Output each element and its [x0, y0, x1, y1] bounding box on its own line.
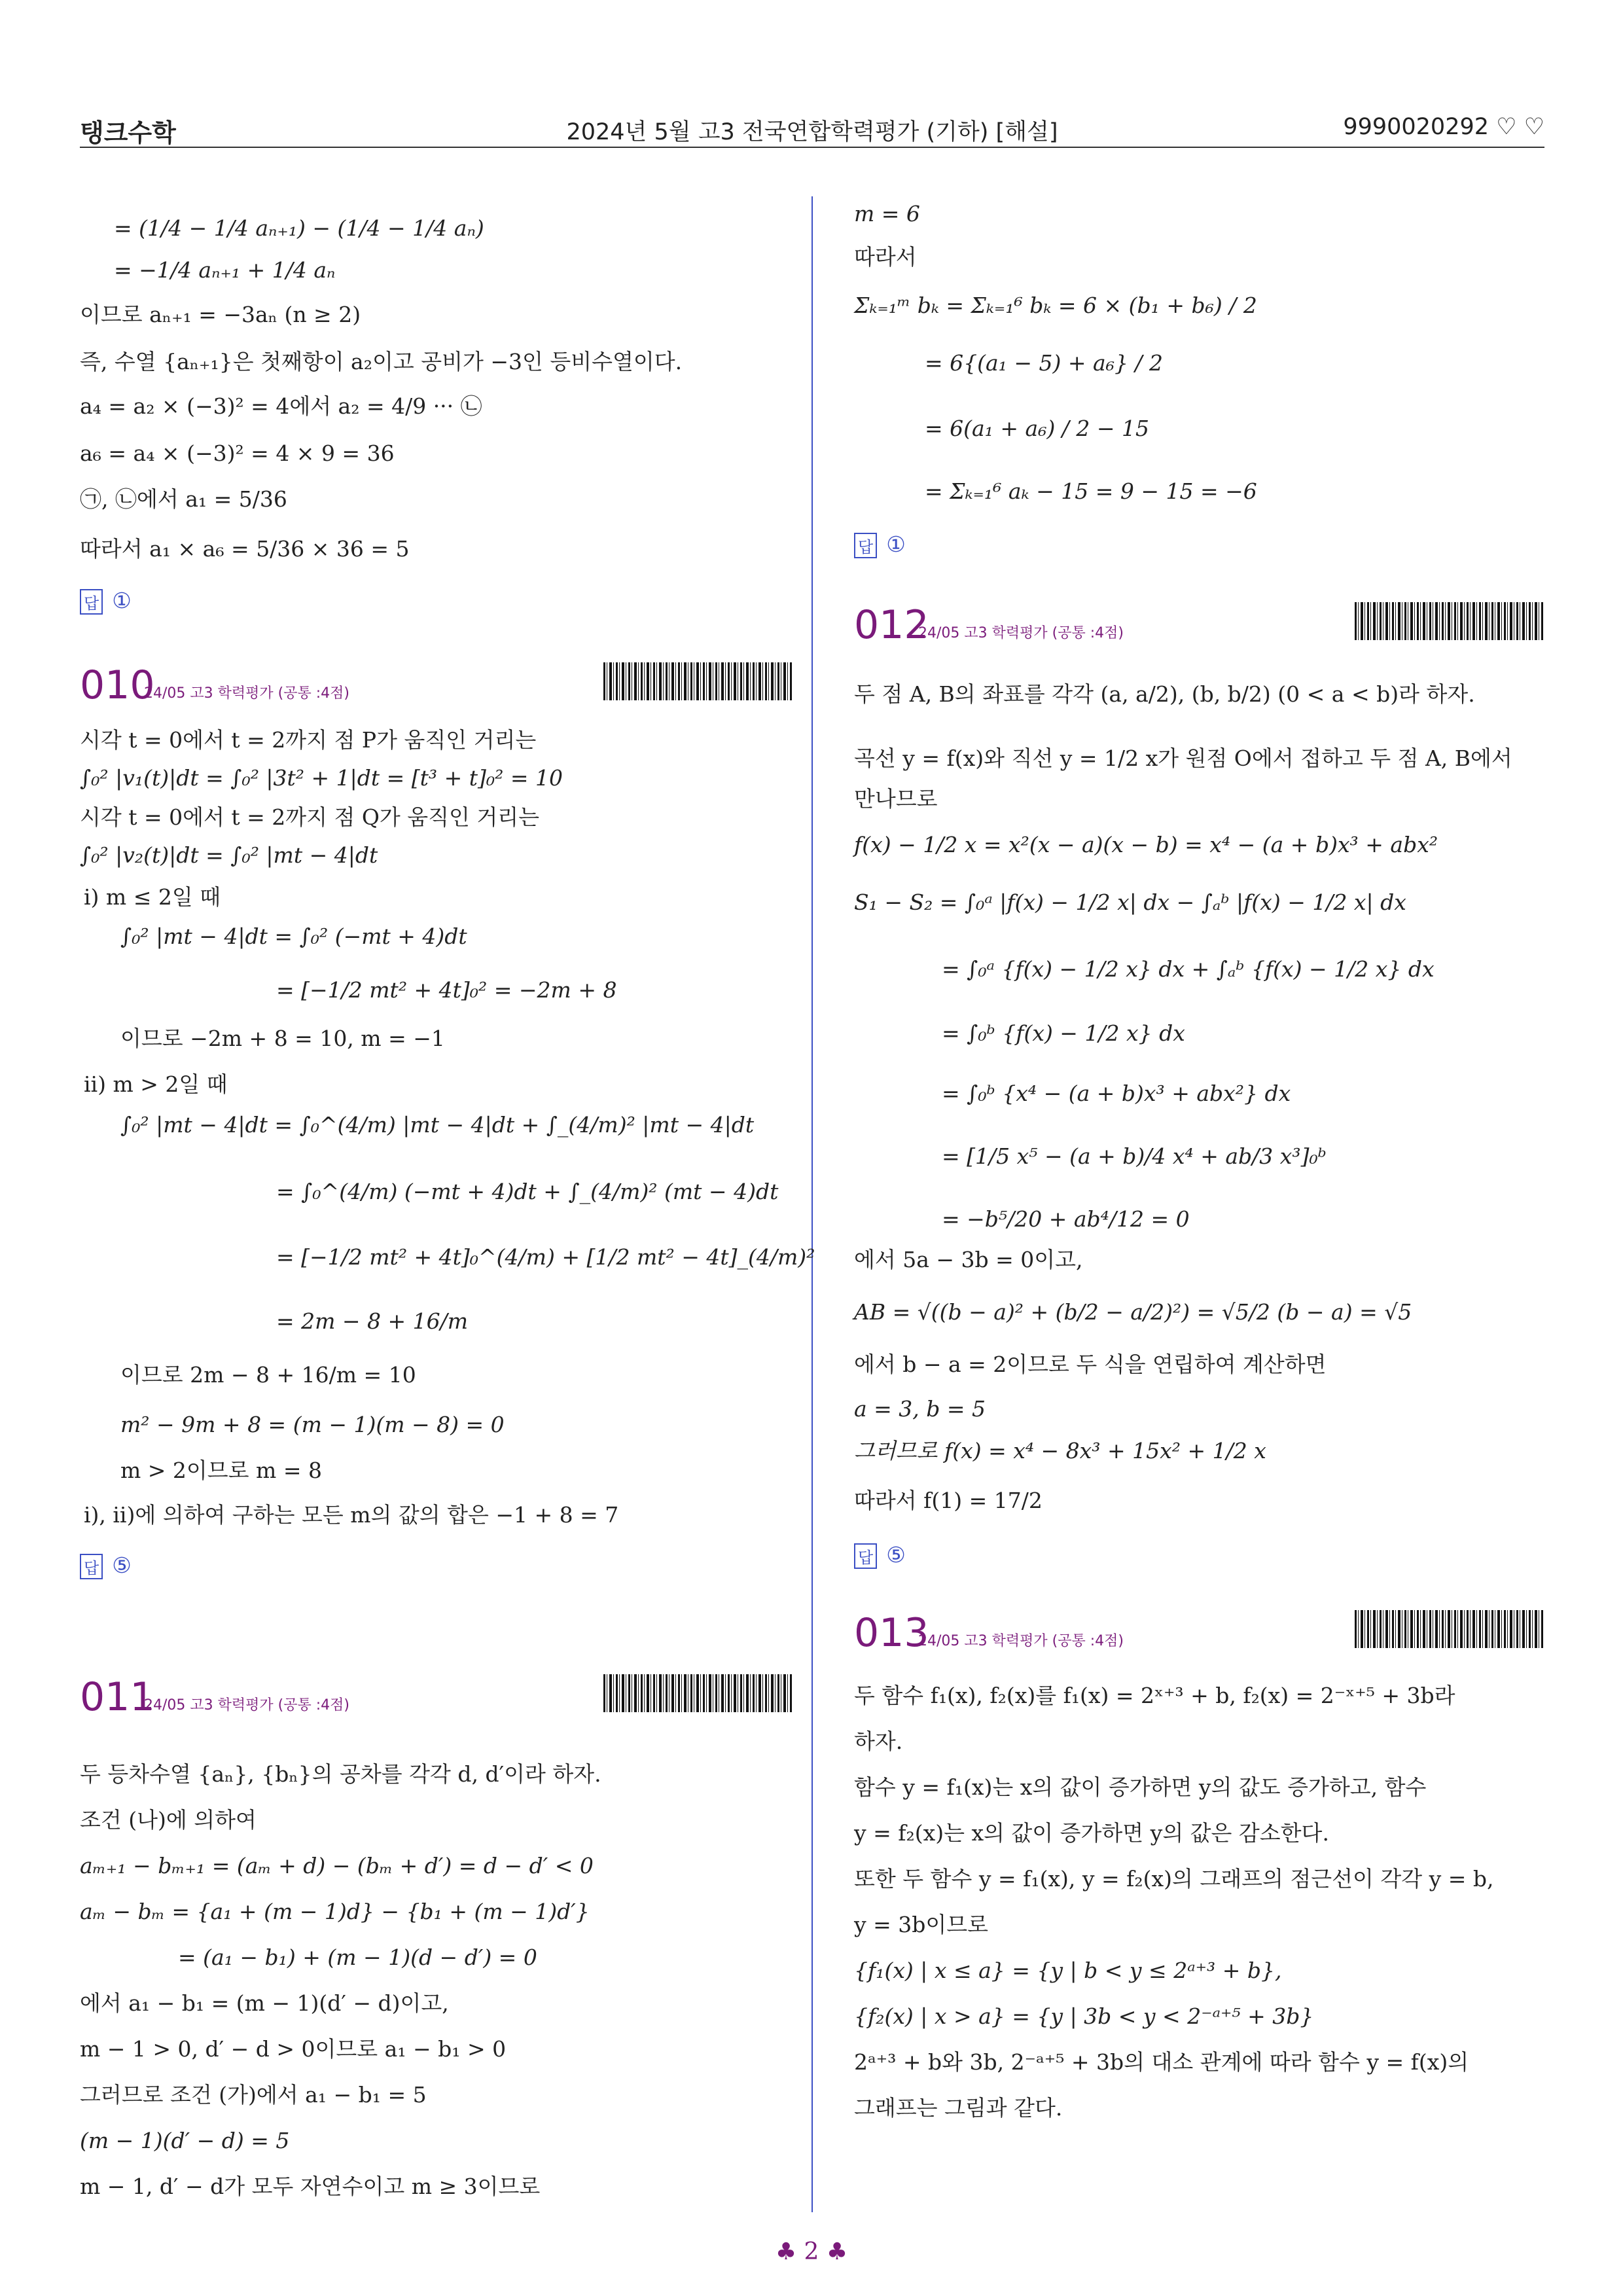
- line: ∫₀² |mt − 4|dt = ∫₀² (−mt + 4)dt: [120, 924, 467, 949]
- line: m > 2이므로 m = 8: [120, 1458, 322, 1483]
- problem-number: 010: [80, 662, 155, 708]
- answer-value: ①: [886, 531, 906, 557]
- brand-name: 탱크수학: [80, 118, 176, 147]
- problem-number: 013: [854, 1610, 929, 1656]
- line: (m − 1)(d′ − d) = 5: [80, 2128, 290, 2153]
- problem-tag: 24/05 고3 학력평가 (공통 :4점): [144, 685, 349, 702]
- line: 따라서: [854, 244, 917, 270]
- line: = (1/4 − 1/4 aₙ₊₁) − (1/4 − 1/4 aₙ): [114, 215, 484, 241]
- answer-mark: [854, 531, 906, 558]
- line: aₘ₊₁ − bₘ₊₁ = (aₘ + d) − (bₘ + d′) = d − d′ < 0: [80, 1853, 594, 1878]
- line: = 6(a₁ + a₆) / 2 − 15: [925, 416, 1150, 441]
- column-divider: [812, 196, 813, 2212]
- problem-010-header: [80, 662, 793, 715]
- answer-mark: [80, 588, 132, 615]
- line: 두 점 A, B의 좌표를 각각 (a, a/2), (b, b/2) (0 < a < b)라 하자.: [854, 681, 1475, 707]
- line: Σₖ₌₁ᵐ bₖ = Σₖ₌₁⁶ bₖ = 6 × (b₁ + b₆) / 2: [854, 293, 1257, 318]
- line: ⅱ) m > 2일 때: [84, 1071, 228, 1097]
- line: = ∫₀ᵇ {x⁴ − (a + b)x³ + abx²} dx: [942, 1081, 1291, 1106]
- line: ㉠, ㉡에서 a₁ = 5/36: [80, 486, 287, 512]
- answer-label: 답: [854, 1543, 877, 1569]
- line: 하자.: [854, 1729, 903, 1754]
- barcode-icon: [1355, 602, 1544, 640]
- problem-tag: 24/05 고3 학력평가 (공통 :4점): [918, 1633, 1124, 1649]
- line: 두 함수 f₁(x), f₂(x)를 f₁(x) = 2ˣ⁺³ + b, f₂(x) = 2⁻ˣ⁺⁵ + 3b라: [854, 1683, 1455, 1708]
- line: aₘ − bₘ = {a₁ + (m − 1)d} − {b₁ + (m − 1)d′}: [80, 1899, 590, 1924]
- line: 시각 t = 0에서 t = 2까지 점 Q가 움직인 거리는: [80, 804, 540, 830]
- line: 에서 b − a = 2이므로 두 식을 연립하여 계산하면: [854, 1352, 1327, 1377]
- line: 조건 (나)에 의하여: [80, 1807, 257, 1833]
- line: {f₁(x) | x ≤ a} = {y | b < y ≤ 2ᵃ⁺³ + b},: [854, 1958, 1282, 1983]
- answer-label: 답: [80, 1554, 103, 1579]
- line: 또한 두 함수 y = f₁(x), y = f₂(x)의 그래프의 점근선이 각각 y = b,: [854, 1866, 1494, 1892]
- line: = (a₁ − b₁) + (m − 1)(d − d′) = 0: [178, 1945, 537, 1970]
- line: 에서 5a − 3b = 0이고,: [854, 1247, 1083, 1272]
- line: AB = √((b − a)² + (b/2 − a/2)²) = √5/2 (b − a) = √5: [854, 1299, 1412, 1325]
- line: m² − 9m + 8 = (m − 1)(m − 8) = 0: [120, 1412, 505, 1437]
- problem-011-header: [80, 1674, 793, 1727]
- line: 곡선 y = f(x)와 직선 y = 1/2 x가 원점 O에서 접하고 두 점 A, B에서: [854, 745, 1512, 771]
- answer-label: 답: [80, 589, 103, 615]
- line: S₁ − S₂ = ∫₀ᵃ |f(x) − 1/2 x| dx − ∫ₐᵇ |f(x) − 1/2 x| dx: [854, 889, 1406, 915]
- line: a = 3, b = 5: [854, 1396, 986, 1422]
- line: 에서 a₁ − b₁ = (m − 1)(d′ − d)이고,: [80, 1990, 449, 2016]
- answer-value: ①: [112, 588, 132, 613]
- line: y = 3b이므로: [854, 1912, 989, 1937]
- line: = ∫₀^(4/m) (−mt + 4)dt + ∫_(4/m)² (mt − 4)dt: [276, 1179, 779, 1204]
- document-code: 9990020292 ♡ ♡: [1343, 114, 1544, 140]
- line: 시각 t = 0에서 t = 2까지 점 P가 움직인 거리는: [80, 727, 537, 753]
- line: {f₂(x) | x > a} = {y | 3b < y < 2⁻ᵃ⁺⁵ + 3b}: [854, 2003, 1314, 2029]
- line: = −b⁵/20 + ab⁴/12 = 0: [942, 1206, 1190, 1232]
- problem-number: 011: [80, 1674, 155, 1720]
- line: ∫₀² |mt − 4|dt = ∫₀^(4/m) |mt − 4|dt + ∫_(4/m)² |mt − 4|dt: [120, 1112, 755, 1138]
- line: = 6{(a₁ − 5) + a₆} / 2: [925, 350, 1164, 376]
- line: a₆ = a₄ × (−3)² = 4 × 9 = 36: [80, 440, 395, 466]
- line: y = f₂(x)는 x의 값이 증가하면 y의 값은 감소한다.: [854, 1820, 1329, 1846]
- line: 이므로 −2m + 8 = 10, m = −1: [120, 1026, 445, 1051]
- barcode-icon: [603, 662, 793, 700]
- line: 그래프는 그림과 같다.: [854, 2095, 1063, 2121]
- line: m − 1 > 0, d′ − d > 0이므로 a₁ − b₁ > 0: [80, 2036, 507, 2062]
- line: ⅰ) m ≤ 2일 때: [84, 884, 221, 910]
- line: f(x) − 1/2 x = x²(x − a)(x − b) = x⁴ − (a + b)x³ + abx²: [854, 832, 1438, 857]
- answer-value: ⑤: [112, 1552, 132, 1578]
- line: 두 등차수열 {aₙ}, {bₙ}의 공차를 각각 d, d′이라 하자.: [80, 1761, 601, 1787]
- line: 즉, 수열 {aₙ₊₁}은 첫째항이 a₂이고 공비가 −3인 등비수열이다.: [80, 349, 683, 374]
- document-title: 2024년 5월 고3 전국연합학력평가 (기하) [해설]: [566, 119, 1058, 145]
- line: 함수 y = f₁(x)는 x의 값이 증가하면 y의 값도 증가하고, 함수: [854, 1774, 1427, 1800]
- line: 2ᵃ⁺³ + b와 3b, 2⁻ᵃ⁺⁵ + 3b의 대소 관계에 따라 함수 y = f(x)의: [854, 2049, 1469, 2075]
- answer-label: 답: [854, 533, 877, 558]
- line: 그러므로 f(x) = x⁴ − 8x³ + 15x² + 1/2 x: [854, 1438, 1266, 1463]
- barcode-icon: [1355, 1610, 1544, 1648]
- line: 그러므로 조건 (가)에서 a₁ − b₁ = 5: [80, 2082, 427, 2108]
- line: = ∫₀ᵃ {f(x) − 1/2 x} dx + ∫ₐᵇ {f(x) − 1/2 x} dx: [942, 956, 1435, 982]
- line: = [−1/2 mt² + 4t]₀^(4/m) + [1/2 mt² − 4t]_(4/m)²: [276, 1244, 815, 1270]
- answer-mark: [80, 1552, 132, 1579]
- problem-tag: 24/05 고3 학력평가 (공통 :4점): [918, 625, 1124, 641]
- line: = Σₖ₌₁⁶ aₖ − 15 = 9 − 15 = −6: [925, 478, 1257, 504]
- line: ∫₀² |v₂(t)|dt = ∫₀² |mt − 4|dt: [80, 842, 378, 868]
- line: 따라서 f(1) = 17/2: [854, 1488, 1043, 1513]
- line: 만나므로: [854, 786, 938, 812]
- line: = 2m − 8 + 16/m: [276, 1308, 469, 1334]
- line: = [−1/2 mt² + 4t]₀² = −2m + 8: [276, 977, 617, 1003]
- line: a₄ = a₂ × (−3)² = 4에서 a₂ = 4/9 ··· ㉡: [80, 393, 482, 419]
- barcode-icon: [603, 1674, 793, 1712]
- problem-number: 012: [854, 602, 929, 648]
- line: 이므로 aₙ₊₁ = −3aₙ (n ≥ 2): [80, 302, 361, 327]
- page-number: ♣ 2 ♣: [775, 2238, 848, 2265]
- line: m − 1, d′ − d가 모두 자연수이고 m ≥ 3이므로: [80, 2174, 541, 2199]
- answer-mark: [854, 1542, 906, 1569]
- line: m = 6: [854, 201, 920, 226]
- line: = [1/5 x⁵ − (a + b)/4 x⁴ + ab/3 x³]₀ᵇ: [942, 1143, 1327, 1169]
- problem-012-header: [854, 602, 1544, 655]
- problem-tag: 24/05 고3 학력평가 (공통 :4점): [144, 1697, 349, 1713]
- page-header: [80, 110, 1544, 148]
- answer-value: ⑤: [886, 1542, 906, 1568]
- problem-013-header: [854, 1610, 1544, 1662]
- line: ⅰ), ⅱ)에 의하여 구하는 모든 m의 값의 합은 −1 + 8 = 7: [84, 1502, 619, 1528]
- line: = ∫₀ᵇ {f(x) − 1/2 x} dx: [942, 1020, 1185, 1046]
- line: ∫₀² |v₁(t)|dt = ∫₀² |3t² + 1|dt = [t³ + t]₀² = 10: [80, 765, 563, 791]
- line: 따라서 a₁ × a₆ = 5/36 × 36 = 5: [80, 536, 410, 562]
- line: = −1/4 aₙ₊₁ + 1/4 aₙ: [114, 257, 336, 283]
- line: 이므로 2m − 8 + 16/m = 10: [120, 1362, 416, 1388]
